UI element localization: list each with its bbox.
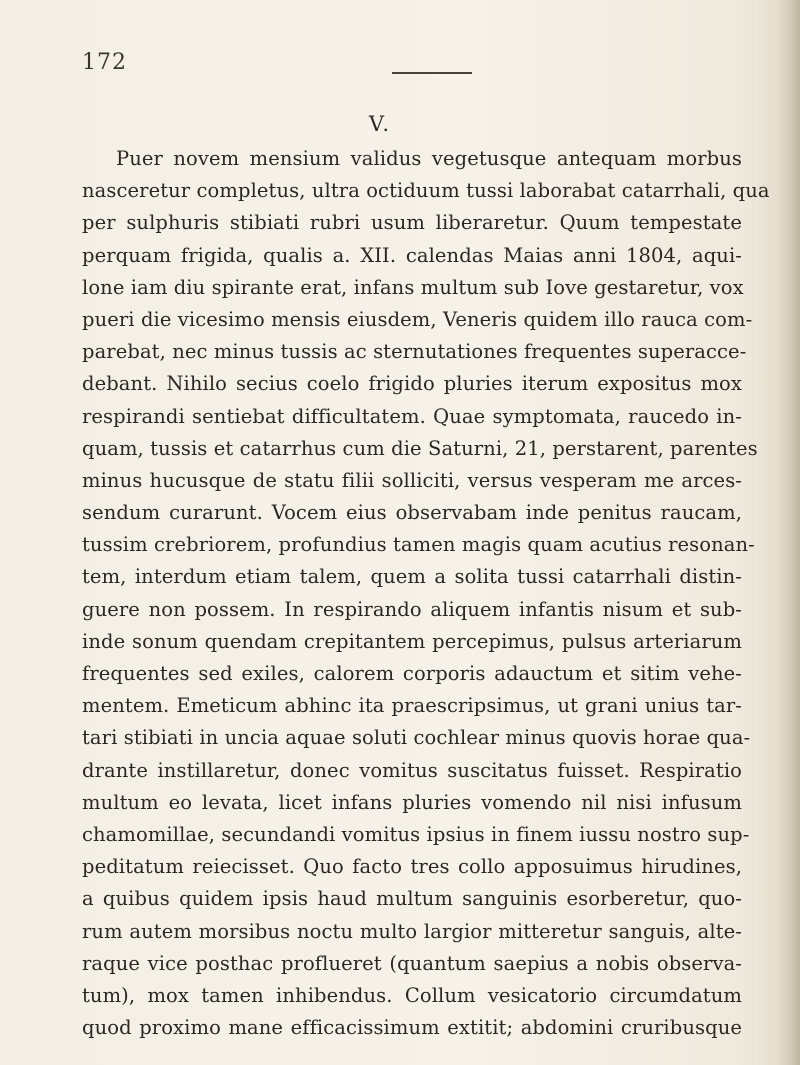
text-line: raque vice posthac proflueret (quantum saepius a nobis observa- bbox=[82, 951, 742, 975]
text-line: parebat, nec minus tussis ac sternutationes frequentes superacce- bbox=[82, 340, 747, 364]
text-line: tum), mox tamen inhibendus. Collum vesicatorio circumdatum bbox=[82, 983, 742, 1007]
body-text bbox=[82, 143, 770, 1044]
page-number: 172 bbox=[82, 50, 127, 75]
text-line: rum autem morsibus noctu multo largior mitteretur sanguis, alte- bbox=[82, 919, 742, 943]
text-line: tussim crebriorem, profundius tamen magis quam acutius resonan- bbox=[82, 533, 755, 557]
text-line: minus hucusque de statu filii solliciti, versus vesperam me arces- bbox=[82, 468, 742, 492]
text-line: chamomillae, secundandi vomitus ipsius in finem iussu nostro sup- bbox=[82, 822, 750, 846]
text-line: quod proximo mane efficacissimum extitit; abdomini cruribusque bbox=[82, 1016, 742, 1040]
text-line: Puer novem mensium validus vegetusque antequam morbus bbox=[116, 147, 742, 170]
text-line: mentem. Emeticum abhinc ita praescripsimus, ut grani unius tar- bbox=[82, 694, 742, 718]
text-line: a quibus quidem ipsis haud multum sanguinis esorberetur, quo- bbox=[82, 887, 742, 911]
text-line: tem, interdum etiam talem, quem a solita tussi catarrhali distin- bbox=[82, 565, 742, 589]
text-line: quam, tussis et catarrhus cum die Saturni, 21, perstarent, parentes bbox=[82, 436, 758, 460]
text-line: drante instillaretur, donec vomitus suscitatus fuisset. Respiratio bbox=[82, 758, 742, 782]
section-heading: V. bbox=[368, 112, 392, 136]
header-rule bbox=[392, 72, 472, 74]
text-line: guere non possem. In respirando aliquem infantis nisum et sub- bbox=[82, 597, 742, 621]
text-line: sendum curarunt. Vocem eius observabam inde penitus raucam, bbox=[82, 501, 742, 525]
text-line: respirandi sentiebat difficultatem. Quae symptomata, raucedo in- bbox=[82, 404, 742, 428]
text-line: nasceretur completus, ultra octiduum tussi laborabat catarrhali, qua bbox=[82, 179, 770, 203]
text-line: lone iam diu spirante erat, infans multum sub Iove gestaretur, vox bbox=[82, 275, 744, 299]
text-line: perquam frigida, qualis a. XII. calendas Maias anni 1804, aqui- bbox=[82, 243, 742, 267]
text-line: frequentes sed exiles, calorem corporis adauctum et sitim vehe- bbox=[82, 662, 742, 685]
text-line: debant. Nihilo secius coelo frigido pluries iterum expositus mox bbox=[82, 372, 742, 396]
text-line: inde sonum quendam crepitantem percepimus, pulsus arteriarum bbox=[82, 629, 742, 653]
text-line: multum eo levata, licet infans pluries vomendo nil nisi infusum bbox=[82, 790, 742, 814]
text-line: tari stibiati in uncia aquae soluti cochlear minus quovis horae qua- bbox=[82, 726, 751, 750]
text-line: peditatum reiecisset. Quo facto tres collo apposuimus hirudines, bbox=[82, 855, 742, 879]
page-edge-shadow bbox=[778, 0, 800, 1065]
text-line: pueri die vicesimo mensis eiusdem, Veneris quidem illo rauca com- bbox=[82, 307, 753, 331]
text-line: per sulphuris stibiati rubri usum liberaretur. Quum tempestate bbox=[82, 211, 742, 235]
